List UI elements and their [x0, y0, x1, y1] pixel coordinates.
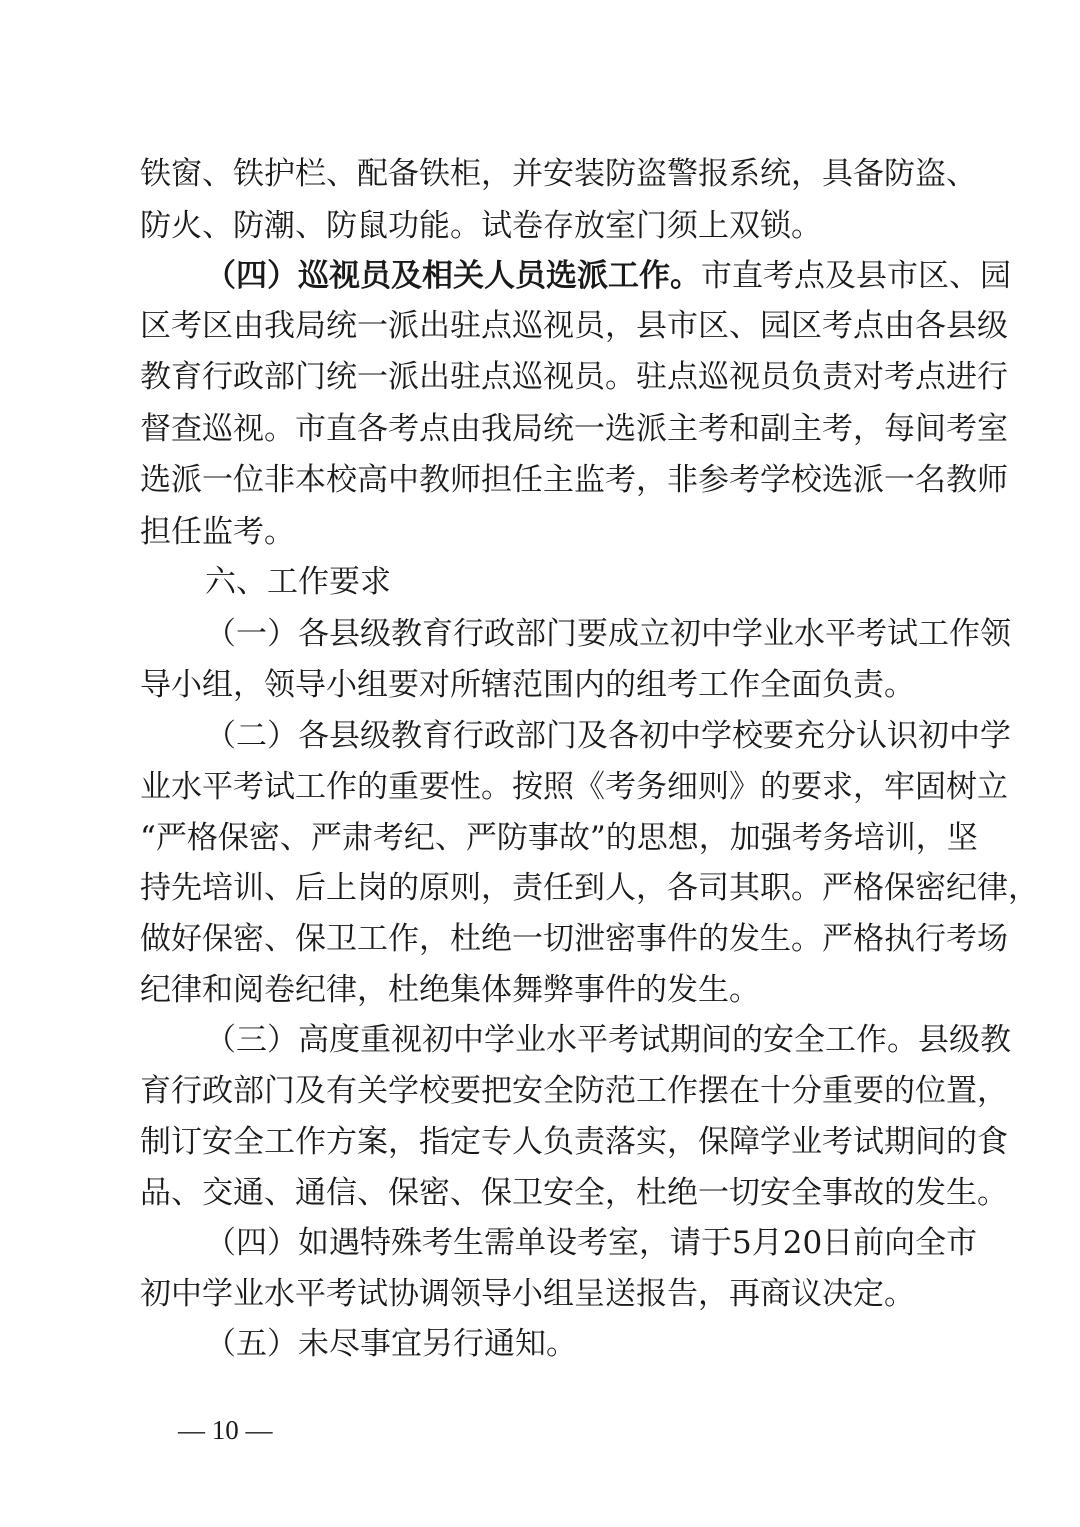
text-line: “严格保密、严肃考纪、严防事故”的思想，加强考务培训，坚: [140, 820, 978, 856]
text-line: 品、交通、通信、保密、保卫安全，杜绝一切安全事故的发生。: [140, 1175, 1008, 1211]
paragraph-four-first-line: [205, 250, 1011, 302]
text-line: 初中学业水平考试协调领导小组呈送报告，再商议决定。: [140, 1276, 915, 1312]
text-line: （五）未尽事宜另行通知。: [205, 1326, 577, 1362]
section-four-heading: （四）巡视员及相关人员选派工作。: [205, 258, 701, 294]
text-line: 教育行政部门统一派出驻点巡视员。驻点巡视员负责对考点进行: [140, 359, 1008, 395]
text-line: 铁窗、铁护栏、配备铁柜，并安装防盗警报系统，具备防盗、: [140, 156, 977, 192]
text-line: 防火、防潮、防鼠功能。试卷存放室门须上双锁。: [140, 208, 822, 244]
section-six-heading: 六、工作要求: [205, 564, 391, 600]
text-line: 育行政部门及有关学校要把安全防范工作摆在十分重要的位置，: [140, 1073, 1008, 1109]
text-line: 纪律和阅卷纪律，杜绝集体舞弊事件的发生。: [140, 972, 760, 1008]
text-line: 选派一位非本校高中教师担任主监考，非参考学校选派一名教师: [140, 462, 1008, 498]
text-line: 业水平考试工作的重要性。按照《考务细则》的要求，牢固树立: [140, 769, 1008, 805]
text-line: （三）高度重视初中学业水平考试期间的安全工作。县级教: [205, 1022, 1011, 1058]
text-line: （四）如遇特殊考生需单设考室，请于5月20日前向全市: [205, 1225, 978, 1261]
text-line: 担任监考。: [140, 514, 295, 550]
text-line: 导小组，领导小组要对所辖范围内的组考工作全面负责。: [140, 667, 915, 703]
text-line: 督查巡视。市直各考点由我局统一选派主考和副主考，每间考室: [140, 411, 1008, 447]
text-line: （一）各县级教育行政部门要成立初中学业水平考试工作领: [205, 616, 1011, 652]
text-line: （二）各县级教育行政部门及各初中学校要充分认识初中学: [205, 718, 1011, 754]
text-line: 制订安全工作方案，指定专人负责落实，保障学业考试期间的食: [140, 1124, 1008, 1160]
text-line: 区考区由我局统一派出驻点巡视员，县市区、园区考点由各县级: [140, 308, 1008, 344]
text-line: 做好保密、保卫工作，杜绝一切泄密事件的发生。严格执行考场: [140, 921, 1008, 957]
text-line: 持先培训、后上岗的原则，责任到人，各司其职。严格保密纪律，: [140, 870, 1039, 906]
page-number: — 10 —: [178, 1415, 273, 1445]
text-fragment: 市直考点及县市区、园: [701, 258, 1011, 294]
